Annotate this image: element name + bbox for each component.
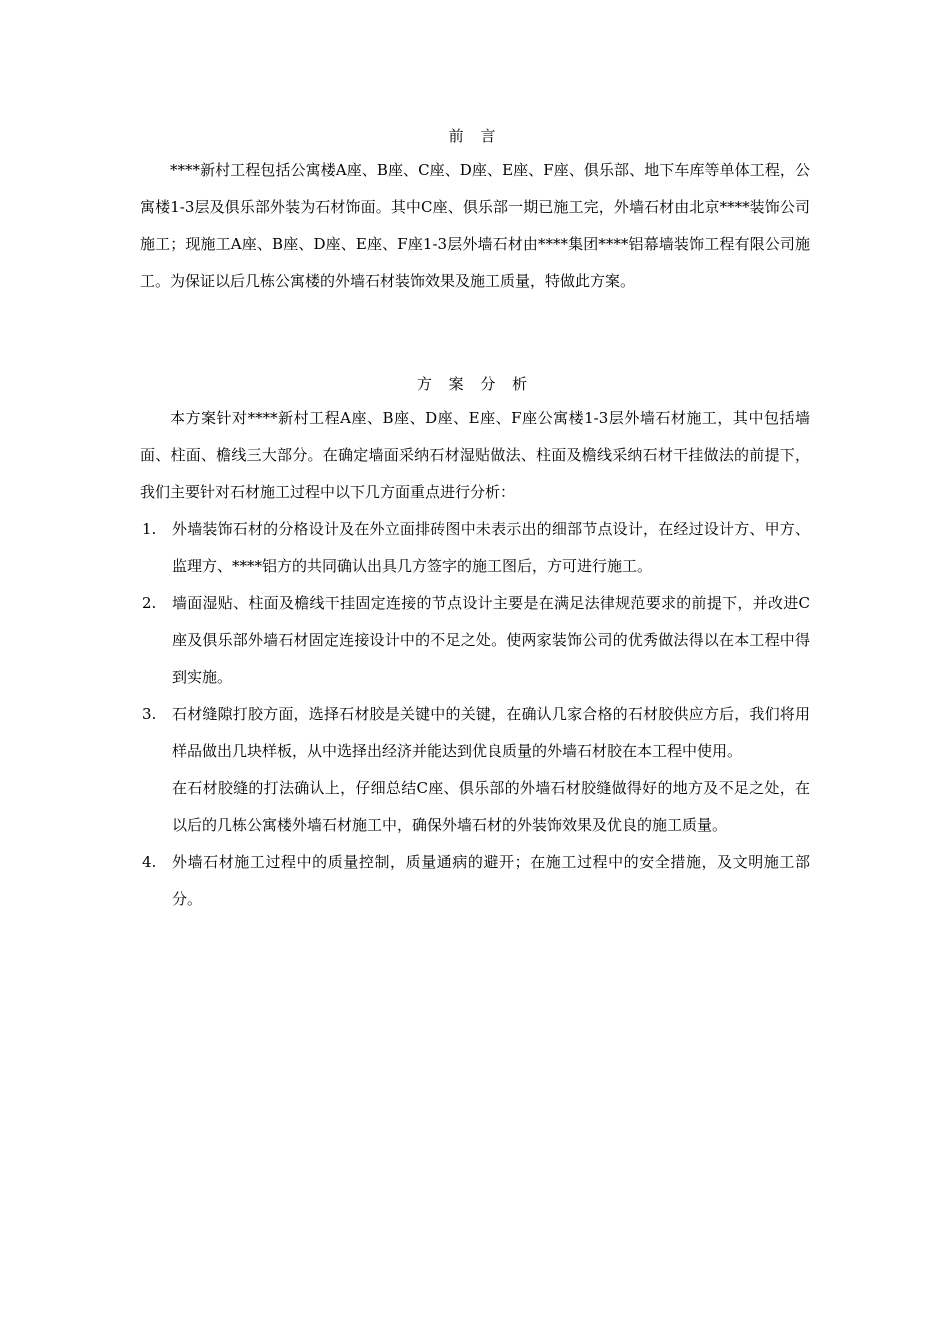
list-item <box>140 696 810 844</box>
analysis-title: 方 案 分 析 <box>416 375 534 393</box>
preface-body: ****新村工程包括公寓楼A座、B座、C座、D座、E座、F座、俱乐部、地下车库等单体工程，公寓楼1-3层及俱乐部外装为石材饰面。其中C座、俱乐部一期已施工完，外墙石材由北京****装饰公司施工；现施工A座、B座、D座、E座、F座1-3层外墙石材由****集团****铝幕墙装饰工程有限公司施工。为保证以后几栋公寓楼的外墙石材装饰效果及施工质量，特做此方案。 <box>140 161 810 290</box>
preface-title: 前 言 <box>448 127 502 145</box>
analysis-list <box>140 511 810 918</box>
list-item-extra: 在石材胶缝的打法确认上，仔细总结C座、俱乐部的外墙石材胶缝做得好的地方及不足之处，在以后的几栋公寓楼外墙石材施工中，确保外墙石材的外装饰效果及优良的施工质量。 <box>172 779 810 834</box>
list-item-number: 4. <box>142 853 157 871</box>
list-item-text: 外墙石材施工过程中的质量控制，质量通病的避开；在施工过程中的安全措施，及文明施工部分。 <box>172 853 810 908</box>
list-item <box>140 511 810 585</box>
list-item-number: 2. <box>142 594 157 612</box>
list-item-number: 1. <box>142 520 157 538</box>
list-item-number: 3. <box>142 705 157 723</box>
list-item <box>140 844 810 918</box>
list-item-text: 墙面湿贴、柱面及檐线干挂固定连接的节点设计主要是在满足法律规范要求的前提下，并改进C座及俱乐部外墙石材固定连接设计中的不足之处。使两家装饰公司的优秀做法得以在本工程中得到实施。 <box>172 594 810 686</box>
list-item <box>140 585 810 696</box>
list-item-text: 石材缝隙打胶方面，选择石材胶是关键中的关键，在确认几家合格的石材胶供应方后，我们将用样品做出几块样板，从中选择出经济并能达到优良质量的外墙石材胶在本工程中使用。 <box>172 705 810 760</box>
analysis-intro: 本方案针对****新村工程A座、B座、D座、E座、F座公寓楼1-3层外墙石材施工，其中包括墙面、柱面、檐线三大部分。在确定墙面采纳石材湿贴做法、柱面及檐线采纳石材干挂做法的前提下，我们主要针对石材施工过程中以下几方面重点进行分析： <box>140 409 810 501</box>
list-item-text: 外墙装饰石材的分格设计及在外立面排砖图中未表示出的细部节点设计，在经过设计方、甲方、监理方、****铝方的共同确认出具几方签字的施工图后，方可进行施工。 <box>172 520 810 575</box>
